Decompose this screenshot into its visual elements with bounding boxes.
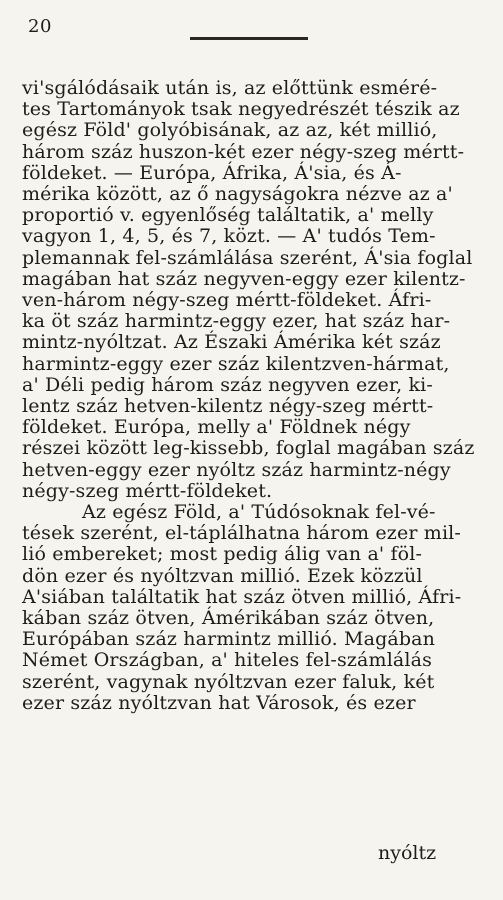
text-line: vi'sgálódásaik után is, az előttünk esméré- — [22, 77, 438, 99]
text-line: Európában száz harmintz millió. Magában — [22, 628, 436, 651]
text-line: plemannak fel-számlálása szerént, Á'sia foglal — [22, 246, 473, 269]
text-line: részei között leg-kissebb, foglal magában száz — [22, 437, 475, 460]
text-line: magában hat száz negyven-eggy ezer kilentz- — [22, 267, 466, 290]
text-line: vagyon 1, 4, 5, és 7, közt. — A' tudós Tem- — [22, 225, 436, 248]
text-line: lentz száz hetven-kilentz négy-szeg mértt- — [22, 395, 434, 418]
catchword: nyóltz — [378, 842, 437, 864]
text-line: ka öt száz harmintz-eggy ezer, hat száz har- — [22, 310, 451, 333]
text-line: harmintz-eggy ezer száz kilentzven-hármat, — [22, 352, 450, 375]
text-line: tes Tartományok tsak negyedrészét tészik az — [22, 98, 460, 121]
text-line: egész Föld' golyóbisának, az az, két millió, — [22, 119, 438, 142]
text-line: mintz-nyóltzat. Az Északi Ámérika két száz — [22, 331, 441, 354]
text-line: hetven-eggy ezer nyóltz száz harmintz-négy — [22, 458, 451, 481]
text-line: mérika között, az ő nagyságokra nézve az a' — [22, 183, 453, 206]
text-line: szerént, vagynak nyóltzvan ezer faluk, két — [22, 670, 435, 693]
text-line: három száz huszon-két ezer négy-szeg mértt- — [22, 140, 465, 163]
text-line: földeket. Európa, melly a' Földnek négy — [22, 416, 411, 439]
text-line: ven-három négy-szeg mértt-földeket. Áfri- — [22, 289, 432, 312]
text-line: lió embereket; most pedig álig van a' föl- — [22, 543, 423, 566]
text-line: négy-szeg mértt-földeket. — [22, 479, 273, 502]
text-line: a' Déli pedig három száz negyven ezer, ki- — [22, 373, 433, 396]
text-line: tések szerént, el-táplálhatna három ezer mil- — [22, 522, 461, 545]
body-text — [22, 78, 488, 714]
paragraph-start-line: Az egész Föld, a' Túdósoknak fel-vé- — [82, 501, 436, 524]
text-line: A'siában találtatik hat száz ötven millió, Áfri- — [22, 585, 462, 608]
text-line: földeket. — Európa, Áfrika, Á'sia, és Á- — [22, 161, 402, 184]
text-line: ezer száz nyóltzvan hat Városok, és ezer — [22, 691, 416, 714]
text-line: kában száz ötven, Ámérikában száz ötven, — [22, 607, 435, 630]
text-line: Német Országban, a' hiteles fel-számlálás — [22, 649, 433, 672]
text-line: proportió v. egyenlőség találtatik, a' melly — [22, 204, 434, 227]
page-number: 20 — [28, 16, 52, 37]
text-line: dön ezer és nyóltzvan millió. Ezek közzül — [22, 564, 423, 587]
header-rule — [190, 37, 308, 40]
